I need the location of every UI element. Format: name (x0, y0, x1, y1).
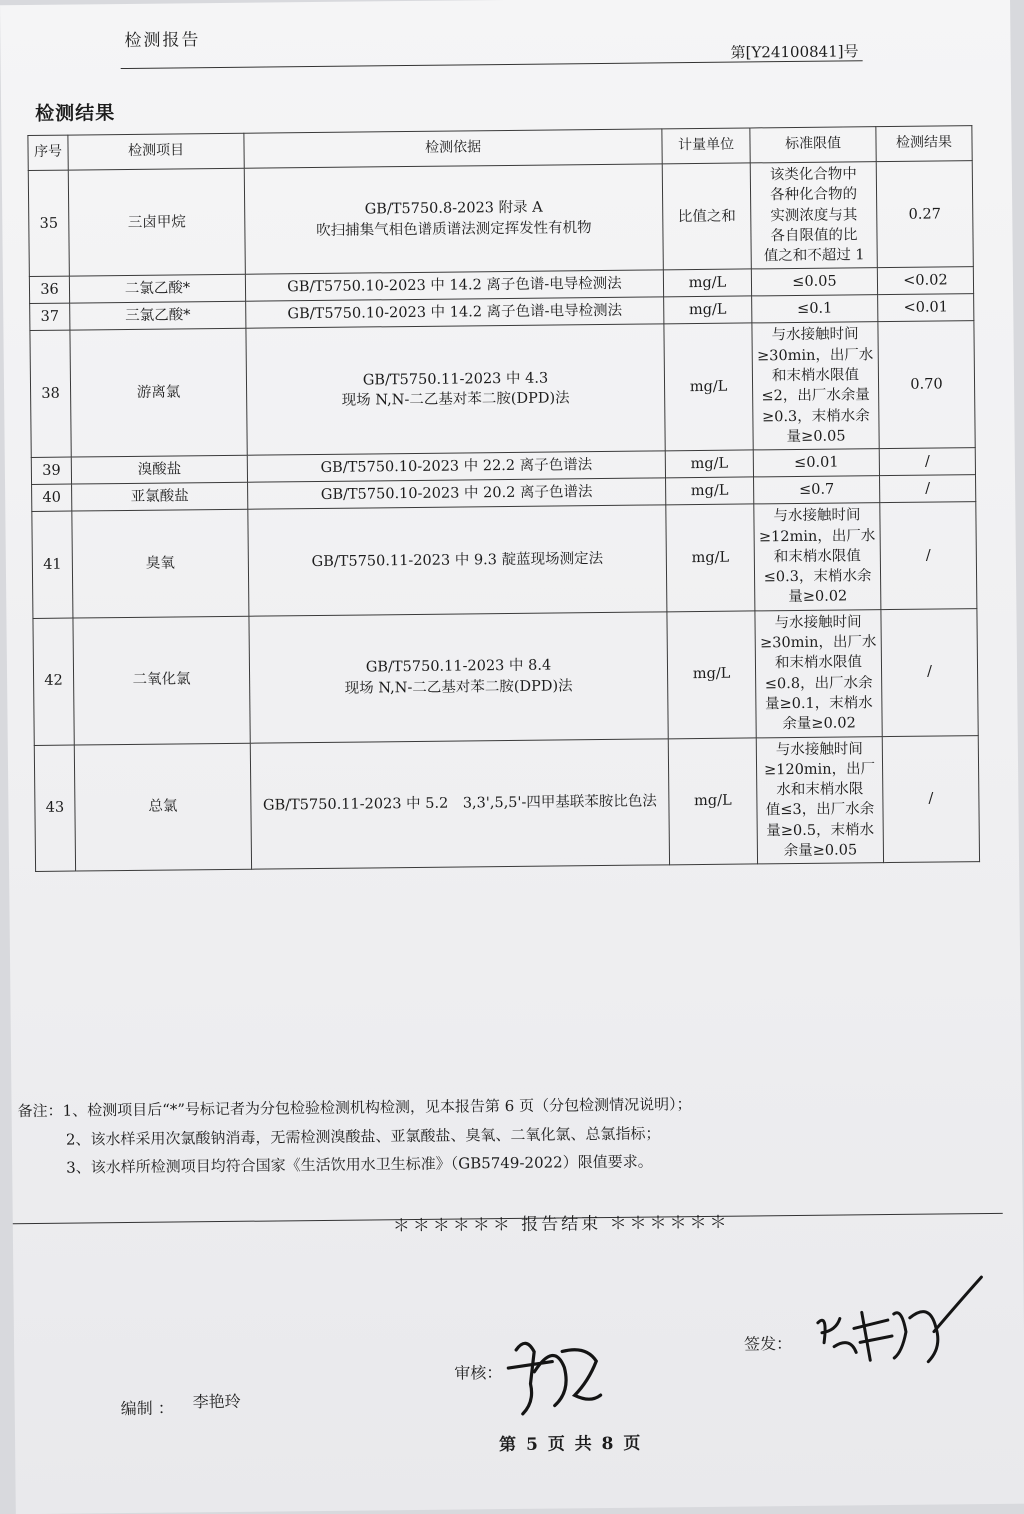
row-limit: ≤0.05 (751, 268, 877, 296)
table-row (30, 321, 975, 458)
row-item: 亚氯酸盐 (72, 482, 248, 511)
report-header-title: 检测报告 (124, 30, 201, 51)
row-item: 三氯乙酸* (70, 302, 246, 331)
row-unit: mg/L (664, 296, 752, 324)
table-row (28, 161, 973, 277)
row-unit: mg/L (667, 611, 756, 739)
notes-label: 备注： (17, 1101, 63, 1121)
row-limit: 与水接触时间 ≥30min，出厂水 和末梢水限值 ≤2，出厂水余量 ≥0.3，末梢水余 量≥0.05 (752, 322, 879, 450)
row-no: 38 (30, 331, 71, 458)
row-item: 二氧化氯 (73, 616, 250, 745)
section-title: 检测结果 (35, 102, 116, 125)
row-limit: ≤0.7 (754, 476, 880, 504)
row-method: GB/T5750.10-2023 中 22.2 离子色谱法 (247, 451, 665, 482)
row-result: 0.70 (878, 321, 975, 449)
row-unit: mg/L (664, 323, 753, 451)
row-limit: 与水接触时间 ≥30min，出厂水 和末梢水限值 ≤0.8，出厂水余 量≥0.1，末梢水 余量≥0.02 (755, 609, 882, 737)
row-method: GB/T5750.8-2023 附录 A 吹扫捕集气相色谱质谱法测定挥发性有机物 (244, 164, 663, 275)
report-end-mark: ＊＊＊＊＊＊ 报告结束 ＊＊＊＊＊＊ (392, 1212, 730, 1237)
issuer-label: 签发： (743, 1334, 793, 1354)
editor-name: 李艳玲 (192, 1391, 241, 1412)
row-result: / (881, 608, 978, 736)
row-limit: 该类化合物中 各种化合物的 实测浓度与其 各自限值的比 值之和不超过 1 (750, 162, 877, 270)
row-no: 35 (28, 170, 69, 277)
row-result: <0.02 (877, 267, 973, 295)
page-number: 第 5 页 共 8 页 (499, 1433, 643, 1456)
col-header-no: 序号 (28, 135, 68, 170)
notes-block (17, 1087, 978, 1183)
row-method: GB/T5750.11-2023 中 8.4 现场 N,N-二乙基对苯二胺(DPD)法 (249, 612, 668, 743)
row-no: 43 (34, 745, 75, 872)
row-result: / (880, 502, 977, 609)
row-limit: ≤0.01 (753, 449, 879, 477)
row-no: 42 (33, 618, 74, 745)
row-no: 40 (32, 484, 72, 511)
col-header-method: 检测依据 (244, 129, 662, 168)
row-no: 41 (32, 511, 73, 618)
row-no: 36 (29, 277, 69, 304)
note-3: 3、该水样所检测项目均符合国家《生活饮用水卫生标准》（GB5749-2022）限值要求。 (66, 1152, 653, 1177)
row-unit: 比值之和 (662, 163, 751, 270)
col-header-item: 检测项目 (68, 133, 244, 170)
row-item: 游离氯 (70, 329, 247, 458)
reviewer-signature-icon (504, 1321, 605, 1418)
row-limit: ≤0.1 (752, 295, 878, 323)
results-table (27, 125, 980, 872)
row-method: GB/T5750.10-2023 中 20.2 离子色谱法 (248, 478, 666, 509)
row-item: 总氯 (74, 743, 251, 872)
row-method: GB/T5750.10-2023 中 14.2 离子色谱-电导检测法 (245, 270, 663, 301)
table-row (33, 608, 978, 745)
note-2: 2、该水样采用次氯酸钠消毒，无需检测溴酸盐、亚氯酸盐、臭氧、二氧化氯、总氯指标； (65, 1123, 661, 1149)
row-limit: 与水接触时间 ≥12min，出厂水 和末梢水限值 ≤0.3，末梢水余 量≥0.02 (754, 503, 881, 611)
row-result: / (882, 735, 979, 863)
table-row (34, 735, 979, 872)
row-method: GB/T5750.11-2023 中 5.2 3,3',5,5'-四甲基联苯胺比色法 (250, 738, 669, 869)
row-unit: mg/L (666, 504, 755, 611)
row-result: 0.27 (876, 161, 973, 268)
row-no: 37 (30, 304, 70, 331)
table-row (32, 502, 977, 618)
row-item: 溴酸盐 (71, 455, 247, 484)
row-item: 臭氧 (72, 509, 249, 617)
note-1: 备注：1、检测项目后“*”号标记者为分包检验检测机构检测，见本报告第 6 页（分包检测情况说明）； (17, 1095, 692, 1121)
reviewer-label: 审核： (454, 1363, 503, 1383)
col-header-limit: 标准限值 (750, 127, 876, 163)
row-method: GB/T5750.11-2023 中 4.3 现场 N,N-二乙基对苯二胺(DPD)法 (246, 324, 665, 455)
col-header-unit: 计量单位 (662, 128, 750, 164)
report-number: 第[Y24100841]号 (730, 42, 859, 62)
row-limit: 与水接触时间 ≥120min，出厂 水和末梢水限 值≤3，出厂水余 量≥0.5，末梢水 余量≥0.05 (756, 736, 883, 864)
row-unit: mg/L (666, 477, 754, 505)
header-divider (121, 60, 863, 69)
editor-label: 编制 ： (120, 1398, 174, 1419)
row-unit: mg/L (668, 737, 757, 865)
col-header-result: 检测结果 (876, 126, 972, 162)
row-unit: mg/L (663, 269, 751, 297)
row-method: GB/T5750.11-2023 中 9.3 靛蓝现场测定法 (248, 505, 667, 616)
row-method: GB/T5750.10-2023 中 14.2 离子色谱-电导检测法 (246, 297, 664, 328)
row-item: 三卤甲烷 (68, 168, 245, 276)
row-unit: mg/L (665, 450, 753, 478)
row-result: / (879, 448, 975, 476)
row-result: <0.01 (878, 294, 974, 322)
row-item: 二氯乙酸* (69, 275, 245, 304)
row-no: 39 (31, 457, 71, 484)
row-result: / (880, 475, 976, 503)
issuer-signature-icon (809, 1271, 990, 1373)
